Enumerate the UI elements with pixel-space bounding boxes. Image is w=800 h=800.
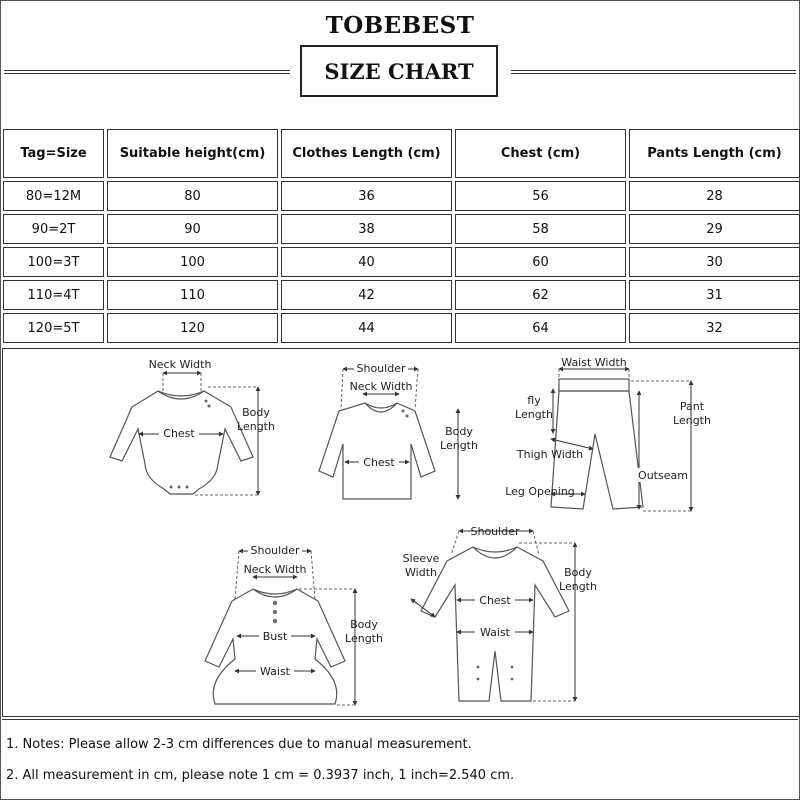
table-cell: 60	[455, 247, 626, 277]
pants-pant-length-label: Pant	[679, 400, 705, 413]
shirt-body-length-label: Body	[445, 425, 473, 438]
column-header: Tag=Size	[3, 129, 104, 178]
bodysuit-neck-width-label: Neck Width	[148, 358, 212, 371]
shirt-neck-width-label: Neck Width	[349, 380, 413, 393]
bodysuit-outline	[110, 391, 253, 494]
pants-pant-length-label-2: Length	[673, 414, 711, 427]
table-cell: 30	[629, 247, 800, 277]
title-rule-left	[4, 70, 290, 74]
dress-outline	[205, 589, 345, 704]
table-cell: 29	[629, 214, 800, 244]
brand-name: TOBEBEST	[325, 12, 475, 39]
table-cell: 62	[455, 280, 626, 310]
shirt-outline	[319, 403, 435, 499]
pants-waistband	[559, 379, 629, 391]
pants-fly-length-label-2: Length	[515, 408, 553, 421]
dress-neck-width-label: Neck Width	[243, 563, 307, 576]
dress-body-length-label: Body	[350, 618, 378, 631]
dress-collar	[253, 589, 297, 597]
table-cell: 110	[107, 280, 278, 310]
shirt-diagram	[319, 361, 478, 499]
table-cell: 90=2T	[3, 214, 104, 244]
note-item: 1. Notes: Please allow 2-3 cm differences due to manual measurement.	[6, 737, 472, 752]
bodysuit-chest-label: Chest	[163, 427, 195, 440]
table-cell: 40	[281, 247, 452, 277]
table-cell: 100	[107, 247, 278, 277]
bodysuit-body-length-label-2: Length	[237, 420, 275, 433]
romper-chest-label: Chest	[479, 594, 511, 607]
size-chart-title: SIZE CHART	[300, 45, 498, 97]
table-cell: 58	[455, 214, 626, 244]
dress-shoulder-label: Shoulder	[250, 544, 300, 557]
measurement-diagrams	[2, 348, 800, 717]
table-cell: 44	[281, 313, 452, 343]
bodysuit-diagram	[110, 358, 275, 495]
column-header: Chest (cm)	[455, 129, 626, 178]
table-row	[3, 214, 800, 244]
dress-body-length-label-2: Length	[345, 632, 383, 645]
table-cell: 120=5T	[3, 313, 104, 343]
dress-diagram	[205, 543, 383, 705]
table-header-row	[3, 129, 800, 178]
table-cell: 64	[455, 313, 626, 343]
romper-sleeve-width-label: Sleeve	[402, 552, 440, 565]
table-cell: 28	[629, 181, 800, 211]
table-cell: 42	[281, 280, 452, 310]
pants-leg-opening-label: Leg Opening	[505, 485, 575, 498]
table-cell: 32	[629, 313, 800, 343]
notes-section	[2, 719, 798, 799]
romper-shoulder-label: Shoulder	[470, 525, 520, 538]
table-cell: 100=3T	[3, 247, 104, 277]
table-row	[3, 247, 800, 277]
dress-waist-label: Waist	[259, 665, 291, 678]
title-rule-right	[511, 70, 796, 74]
romper-body-length-label: Body	[564, 566, 592, 579]
column-header: Suitable height(cm)	[107, 129, 278, 178]
romper-diagram	[403, 525, 597, 701]
table-cell: 56	[455, 181, 626, 211]
table-cell: 90	[107, 214, 278, 244]
pants-fly-length-label: fly	[527, 394, 541, 407]
shirt-shoulder-label: Shoulder	[356, 362, 406, 375]
table-cell: 80	[107, 181, 278, 211]
measurement-diagrams-svg	[3, 349, 799, 716]
note-item: 2. All measurement in cm, please note 1 cm = 0.3937 inch, 1 inch=2.540 cm.	[6, 768, 515, 783]
pants-diagram	[505, 356, 711, 511]
romper-outline	[421, 547, 569, 701]
dress-bust-label: Bust	[262, 630, 288, 643]
table-cell: 38	[281, 214, 452, 244]
table-row	[3, 181, 800, 211]
bodysuit-collar	[158, 391, 204, 399]
size-table	[0, 126, 800, 346]
column-header: Pants Length (cm)	[629, 129, 800, 178]
table-cell: 80=12M	[3, 181, 104, 211]
romper-body-length-label-2: Length	[559, 580, 597, 593]
table-row	[3, 313, 800, 343]
column-header: Clothes Length (cm)	[281, 129, 452, 178]
pants-outseam-label: Outseam	[638, 469, 688, 482]
table-cell: 31	[629, 280, 800, 310]
pants-thigh-width-label: Thigh Width	[516, 448, 584, 461]
table-cell: 110=4T	[3, 280, 104, 310]
bodysuit-body-length-label: Body	[242, 406, 270, 419]
pants-waist-width-label: Waist Width	[561, 356, 627, 369]
romper-waist-label: Waist	[479, 626, 511, 639]
shirt-body-length-label-2: Length	[440, 439, 478, 452]
table-cell: 120	[107, 313, 278, 343]
table-cell: 36	[281, 181, 452, 211]
shirt-chest-label: Chest	[363, 456, 395, 469]
table-row	[3, 280, 800, 310]
romper-sleeve-width-label-2: Width	[405, 566, 437, 579]
